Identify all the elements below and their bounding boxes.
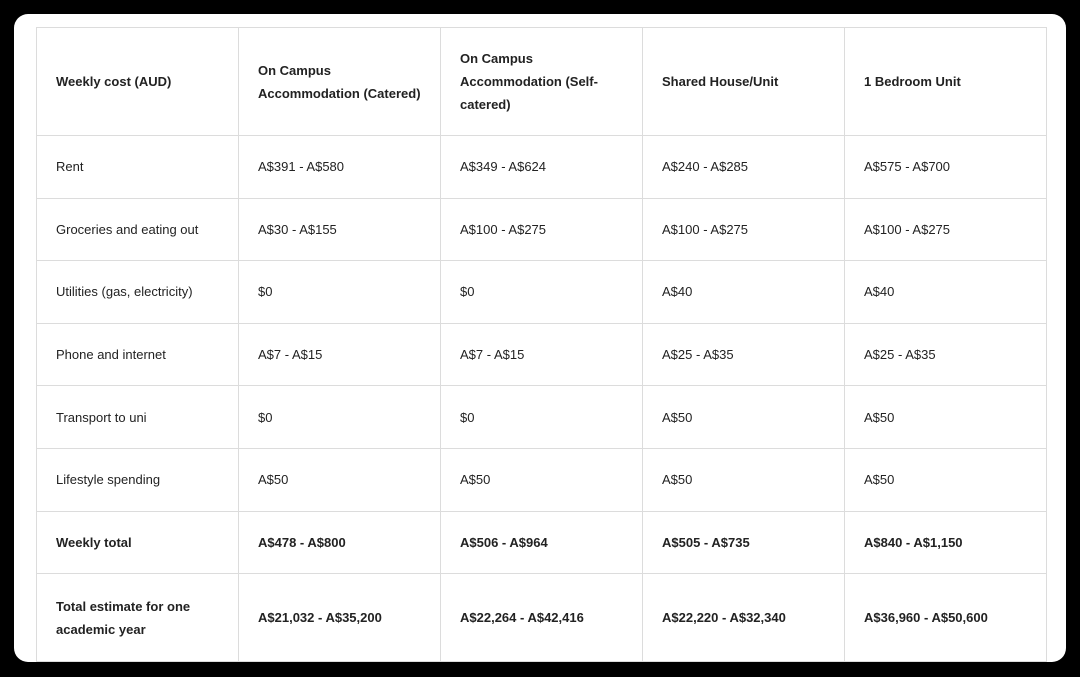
table-cell: A$505 - A$735 [643, 511, 845, 574]
table-cell: A$50 [239, 448, 441, 511]
table-cell: $0 [441, 386, 643, 449]
table-row-lifestyle [37, 448, 1047, 511]
table-cell: A$478 - A$800 [239, 511, 441, 574]
table-cell: A$7 - A$15 [239, 323, 441, 386]
table-cell: A$50 [643, 386, 845, 449]
row-label: Phone and internet [37, 323, 239, 386]
table-cell: A$22,264 - A$42,416 [441, 574, 643, 662]
row-label: Utilities (gas, electricity) [37, 261, 239, 324]
table-cell: A$100 - A$275 [845, 198, 1047, 261]
table-cell: A$50 [643, 448, 845, 511]
table-cell: A$21,032 - A$35,200 [239, 574, 441, 662]
table-cell: A$22,220 - A$32,340 [643, 574, 845, 662]
table-cell: A$100 - A$275 [441, 198, 643, 261]
table-row-utilities [37, 261, 1047, 324]
table-cell: A$25 - A$35 [643, 323, 845, 386]
header-on-campus-self-catered: On Campus Accommodation (Self-catered) [441, 28, 643, 136]
table-row-groceries [37, 198, 1047, 261]
row-label: Total estimate for one academic year [37, 574, 239, 662]
table-cell: $0 [441, 261, 643, 324]
header-weekly-cost: Weekly cost (AUD) [37, 28, 239, 136]
table-card [14, 14, 1066, 662]
cost-table [36, 27, 1047, 662]
table-cell: A$40 [643, 261, 845, 324]
table-cell: A$840 - A$1,150 [845, 511, 1047, 574]
row-label: Rent [37, 136, 239, 199]
table-cell: A$25 - A$35 [845, 323, 1047, 386]
row-label: Lifestyle spending [37, 448, 239, 511]
header-shared-house: Shared House/Unit [643, 28, 845, 136]
table-cell: A$100 - A$275 [643, 198, 845, 261]
table-cell: A$30 - A$155 [239, 198, 441, 261]
table-cell: A$36,960 - A$50,600 [845, 574, 1047, 662]
table-cell: A$40 [845, 261, 1047, 324]
table-row-yearly-total [37, 574, 1047, 662]
header-one-bedroom: 1 Bedroom Unit [845, 28, 1047, 136]
table-cell: A$50 [845, 386, 1047, 449]
table-cell: A$575 - A$700 [845, 136, 1047, 199]
table-cell: A$50 [845, 448, 1047, 511]
table-cell: $0 [239, 386, 441, 449]
row-label: Groceries and eating out [37, 198, 239, 261]
table-header-row [37, 28, 1047, 136]
row-label: Transport to uni [37, 386, 239, 449]
table-cell: A$506 - A$964 [441, 511, 643, 574]
row-label: Weekly total [37, 511, 239, 574]
table-row-phone [37, 323, 1047, 386]
header-on-campus-catered: On Campus Accommodation (Catered) [239, 28, 441, 136]
table-row-transport [37, 386, 1047, 449]
table-row-weekly-total [37, 511, 1047, 574]
table-cell: A$240 - A$285 [643, 136, 845, 199]
table-cell: A$7 - A$15 [441, 323, 643, 386]
table-cell: $0 [239, 261, 441, 324]
table-cell: A$391 - A$580 [239, 136, 441, 199]
table-cell: A$50 [441, 448, 643, 511]
table-cell: A$349 - A$624 [441, 136, 643, 199]
table-row-rent [37, 136, 1047, 199]
